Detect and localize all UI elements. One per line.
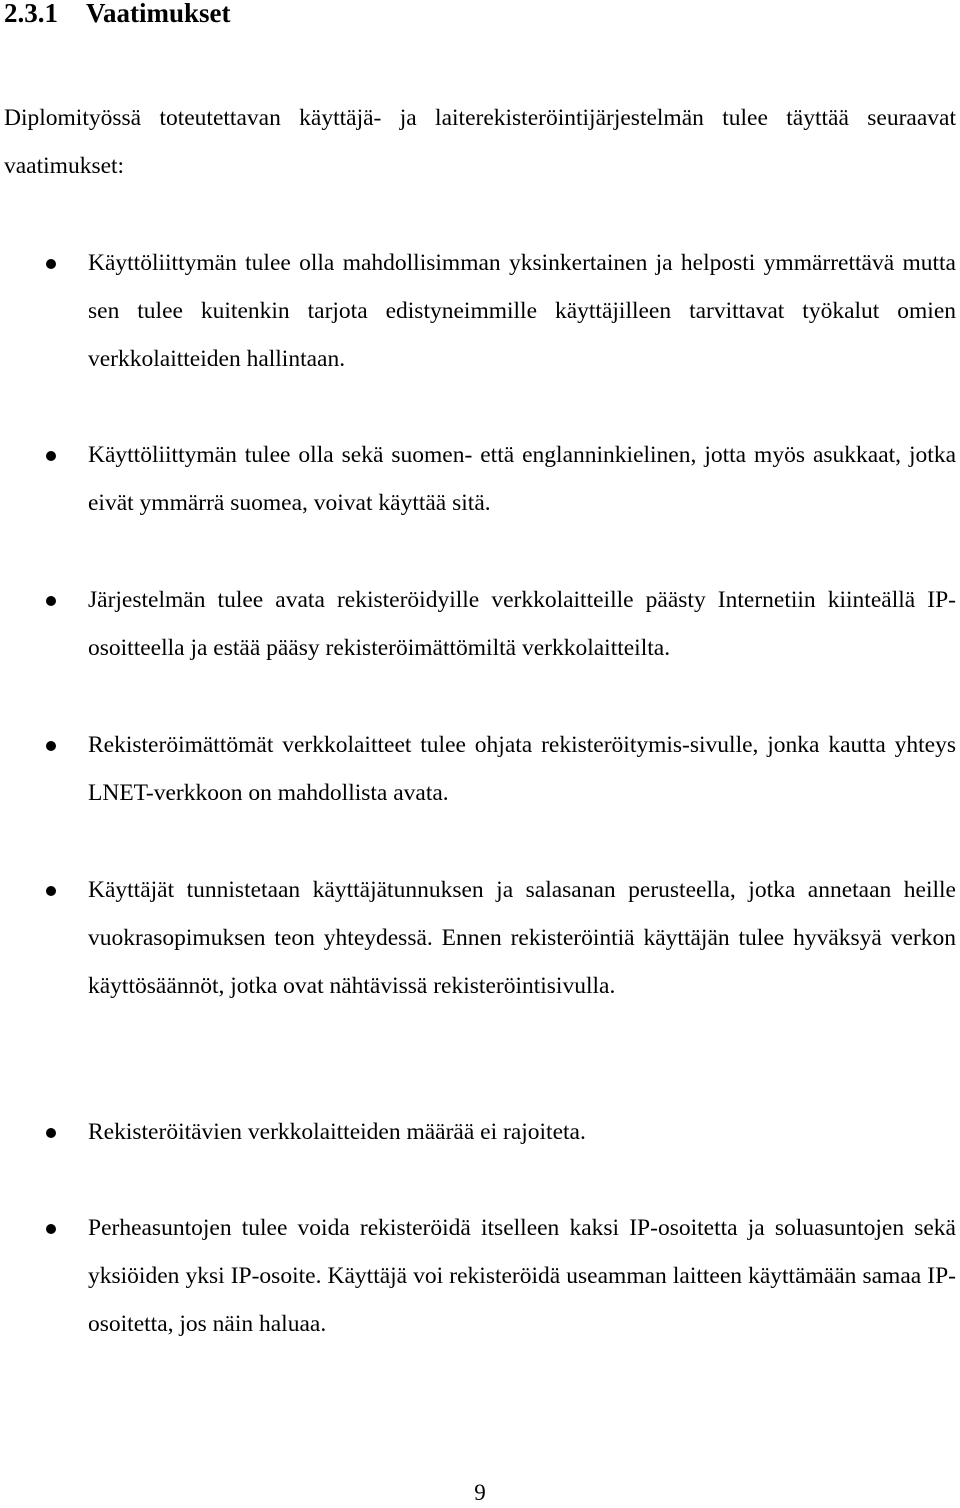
requirement-text: Perheasuntojen tulee voida rekisteröidä itselleen kaksi IP-osoitetta ja soluasuntojen sekä yksiöiden yksi IP-osoite. Käyttäjä voi rekisteröidä useamman laitteen käyttämään samaa IP-osoitetta, jos näin haluaa. (88, 1215, 956, 1337)
bullet-icon (46, 1128, 56, 1138)
intro-paragraph: Diplomityössä toteutettavan käyttäjä- ja laiterekisteröintijärjestelmän tulee täyttää seuraavat vaatimukset: (4, 105, 956, 179)
bullet-icon (46, 741, 56, 751)
requirement-text: Käyttöliittymän tulee olla sekä suomen- että englanninkielinen, jotta myös asukkaat, jotka eivät ymmärrä suomea, voivat käyttää sitä. (88, 442, 956, 516)
bullet-icon (46, 886, 56, 896)
requirement-text: Käyttäjät tunnistetaan käyttäjätunnuksen ja salasanan perusteella, jotka annetaan heille vuokrasopimuksen teon yhteydessä. Ennen rekisteröintiä käyttäjän tulee hyväksyä verkon käyttösäännöt, jotka ovat nähtävissä rekisteröintisivulla. (88, 877, 956, 999)
bullet-icon (46, 1224, 56, 1234)
requirement-text: Rekisteröitävien verkkolaitteiden määrää ei rajoiteta. (88, 1119, 586, 1145)
requirement-text: Rekisteröimättömät verkkolaitteet tulee ohjata rekisteröitymis-sivulle, jonka kautta yhteys LNET-verkkoon on mahdollista avata. (88, 732, 956, 806)
section-heading (4, 0, 231, 30)
bullet-icon (46, 451, 56, 461)
bullet-icon (46, 596, 56, 606)
requirement-text: Järjestelmän tulee avata rekisteröidyille verkkolaitteille päästy Internetiin kiinteällä IP-osoitteella ja estää pääsy rekisteröimättömiltä verkkolaitteilta. (88, 587, 956, 661)
bullet-icon (46, 259, 56, 269)
section-title: Vaatimukset (86, 0, 231, 28)
page-number: 9 (474, 1480, 486, 1505)
section-number: 2.3.1 (4, 0, 58, 28)
requirement-text: Käyttöliittymän tulee olla mahdollisimman yksinkertainen ja helposti ymmärrettävä mutta sen tulee kuitenkin tarjota edistyneimmille käyttäjilleen tarvittavat työkalut omien verkkolaitteiden hallintaan. (88, 250, 956, 372)
